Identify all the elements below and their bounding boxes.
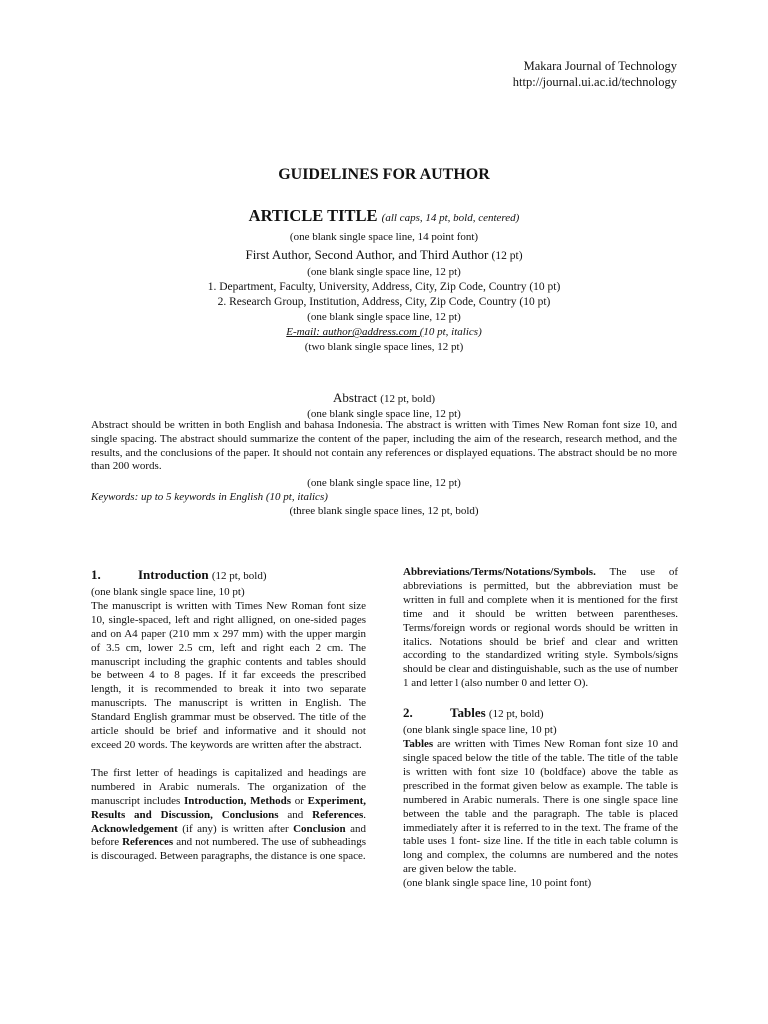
section-title: Introduction xyxy=(138,567,209,582)
article-title-line xyxy=(0,204,768,230)
abstract-title-line xyxy=(0,389,768,407)
spacing-note: (one blank single space line, 10 pt) xyxy=(403,724,557,737)
spacing-note: (one blank single space line, 14 point font) xyxy=(289,231,479,243)
section-note: (12 pt, bold) xyxy=(211,570,267,582)
spacing-note: (one blank single space line, 12 pt) xyxy=(307,311,461,323)
paragraph-lead: Tables xyxy=(403,738,434,751)
left-column xyxy=(91,566,366,864)
affiliation-2: 2. Research Group, Institution, Address, City, Zip Code, Country (10 pt) xyxy=(217,296,551,308)
email-line xyxy=(0,325,768,340)
section-number: 2. xyxy=(403,705,413,721)
spacing-note: (one blank single space line, 12 pt) xyxy=(307,477,461,489)
paragraph: The first letter of headings is capitalized and headings are numbered in Arabic numerals. The organization of the manuscript includes Introduction, Methods or Experiment, Results and Discussion, Conclusions and References. Acknowledgement (if any) is written after Conclusion and before References and not numbered. The use of subheadings is discouraged. Between paragraphs, the distance is one space. xyxy=(91,766,366,863)
journal-header xyxy=(513,58,677,90)
paragraph-abbreviations: Abbreviations/Terms/Notations/Symbols. The use of abbreviations is permitted, but the abbreviation must be written in full and complete when it is mentioned for the first time and it should be written between parentheses. Terms/foreign words or regional words should be written in italics. Notations should be brief and clear and written according to the standardized writing style. Symbols/signs should be clear and distinguishable, such as the use of number 1 and letter l (also number 0 and letter O). xyxy=(403,566,678,690)
authors-line xyxy=(0,246,768,265)
abstract-header xyxy=(0,389,768,422)
spacing-note: (one blank single space line, 12 pt) xyxy=(307,408,461,420)
document-title: GUIDELINES FOR AUTHOR xyxy=(278,166,490,183)
journal-name: Makara Journal of Technology xyxy=(523,59,677,73)
spacing-note: (one blank single space line, 12 pt) xyxy=(307,266,461,278)
section-number: 1. xyxy=(91,567,101,582)
abstract-title-note: (12 pt, bold) xyxy=(380,393,435,405)
email-note: 10 pt, italics) xyxy=(423,326,482,338)
authors: First Author, Second Author, and Third Author xyxy=(245,247,489,262)
article-title: ARTICLE TITLE xyxy=(248,206,378,225)
spacing-note: (three blank single space lines, 12 pt, bold) xyxy=(289,505,479,517)
section-heading-tables xyxy=(403,704,678,723)
journal-url: http://journal.ui.ac.id/technology xyxy=(512,75,677,89)
abstract-title: Abstract xyxy=(333,390,378,405)
section-note: (12 pt, bold) xyxy=(488,708,544,721)
spacing-note: (two blank single space lines, 12 pt) xyxy=(304,341,464,353)
section-title: Tables xyxy=(450,705,486,721)
section-heading-introduction xyxy=(91,566,366,585)
email-address: E-mail: author@address.com ( xyxy=(286,326,424,338)
keywords: Keywords: up to 5 keywords in English (10 pt, italics) xyxy=(91,491,328,503)
right-column xyxy=(403,566,678,891)
affiliation-1: 1. Department, Faculty, University, Address, City, Zip Code, Country (10 pt) xyxy=(207,281,561,293)
abstract-body: Abstract should be written in both English and bahasa Indonesia. The abstract is written with Times New Roman font size 10, and single spacing. The abstract should summarize the content of the paper, including the aim of the research, research method, and the results, and the conclusions of the paper. It should not contain any references or displayed equations. The abstract should be no more than 200 words. xyxy=(91,419,677,473)
spacing-note: (one blank single space line, 10 point font) xyxy=(403,877,592,890)
article-title-note: (all caps, 14 pt, bold, centered) xyxy=(381,212,520,224)
paragraph-lead: Abbreviations/Terms/Notations/Symbols. xyxy=(403,566,596,578)
authors-note: (12 pt) xyxy=(491,250,523,262)
spacing-note: (one blank single space line, 10 pt) xyxy=(91,586,245,598)
paragraph: Tables are written with Times New Roman font size 10 and single spaced below the title of the table. The title of the table is written with font size 10 (boldface) above the table as prescribed in the format given below as example. The table is numbered in Arabic numerals. There is one single space line between the table and the paragraph. The table is placed immediately after it is referred to in the text. The frame of the table uses 1 font- size line. If the title in each table column is long and complex, the columns are numbered and the notes are given below the table. xyxy=(403,738,678,876)
paragraph: The manuscript is written with Times New Roman font size 10, single-spaced, left and right alligned, on one-sided pages and on A4 paper (210 mm x 297 mm) with the upper margin of 3.5 cm, lower 2.5 cm, left and right each 2 cm. The manuscript including the graphic contents and tables should be between 4 to 8 pages. If it far exceeds the prescribed length, it is recommended to break it into two separate manuscripts. The manuscript is written in English. The Standard English grammar must be observed. The title of the article should be brief and informative and it should not exceed 20 words. The keywords are written after the abstract. xyxy=(91,599,366,751)
article-header xyxy=(0,204,768,355)
